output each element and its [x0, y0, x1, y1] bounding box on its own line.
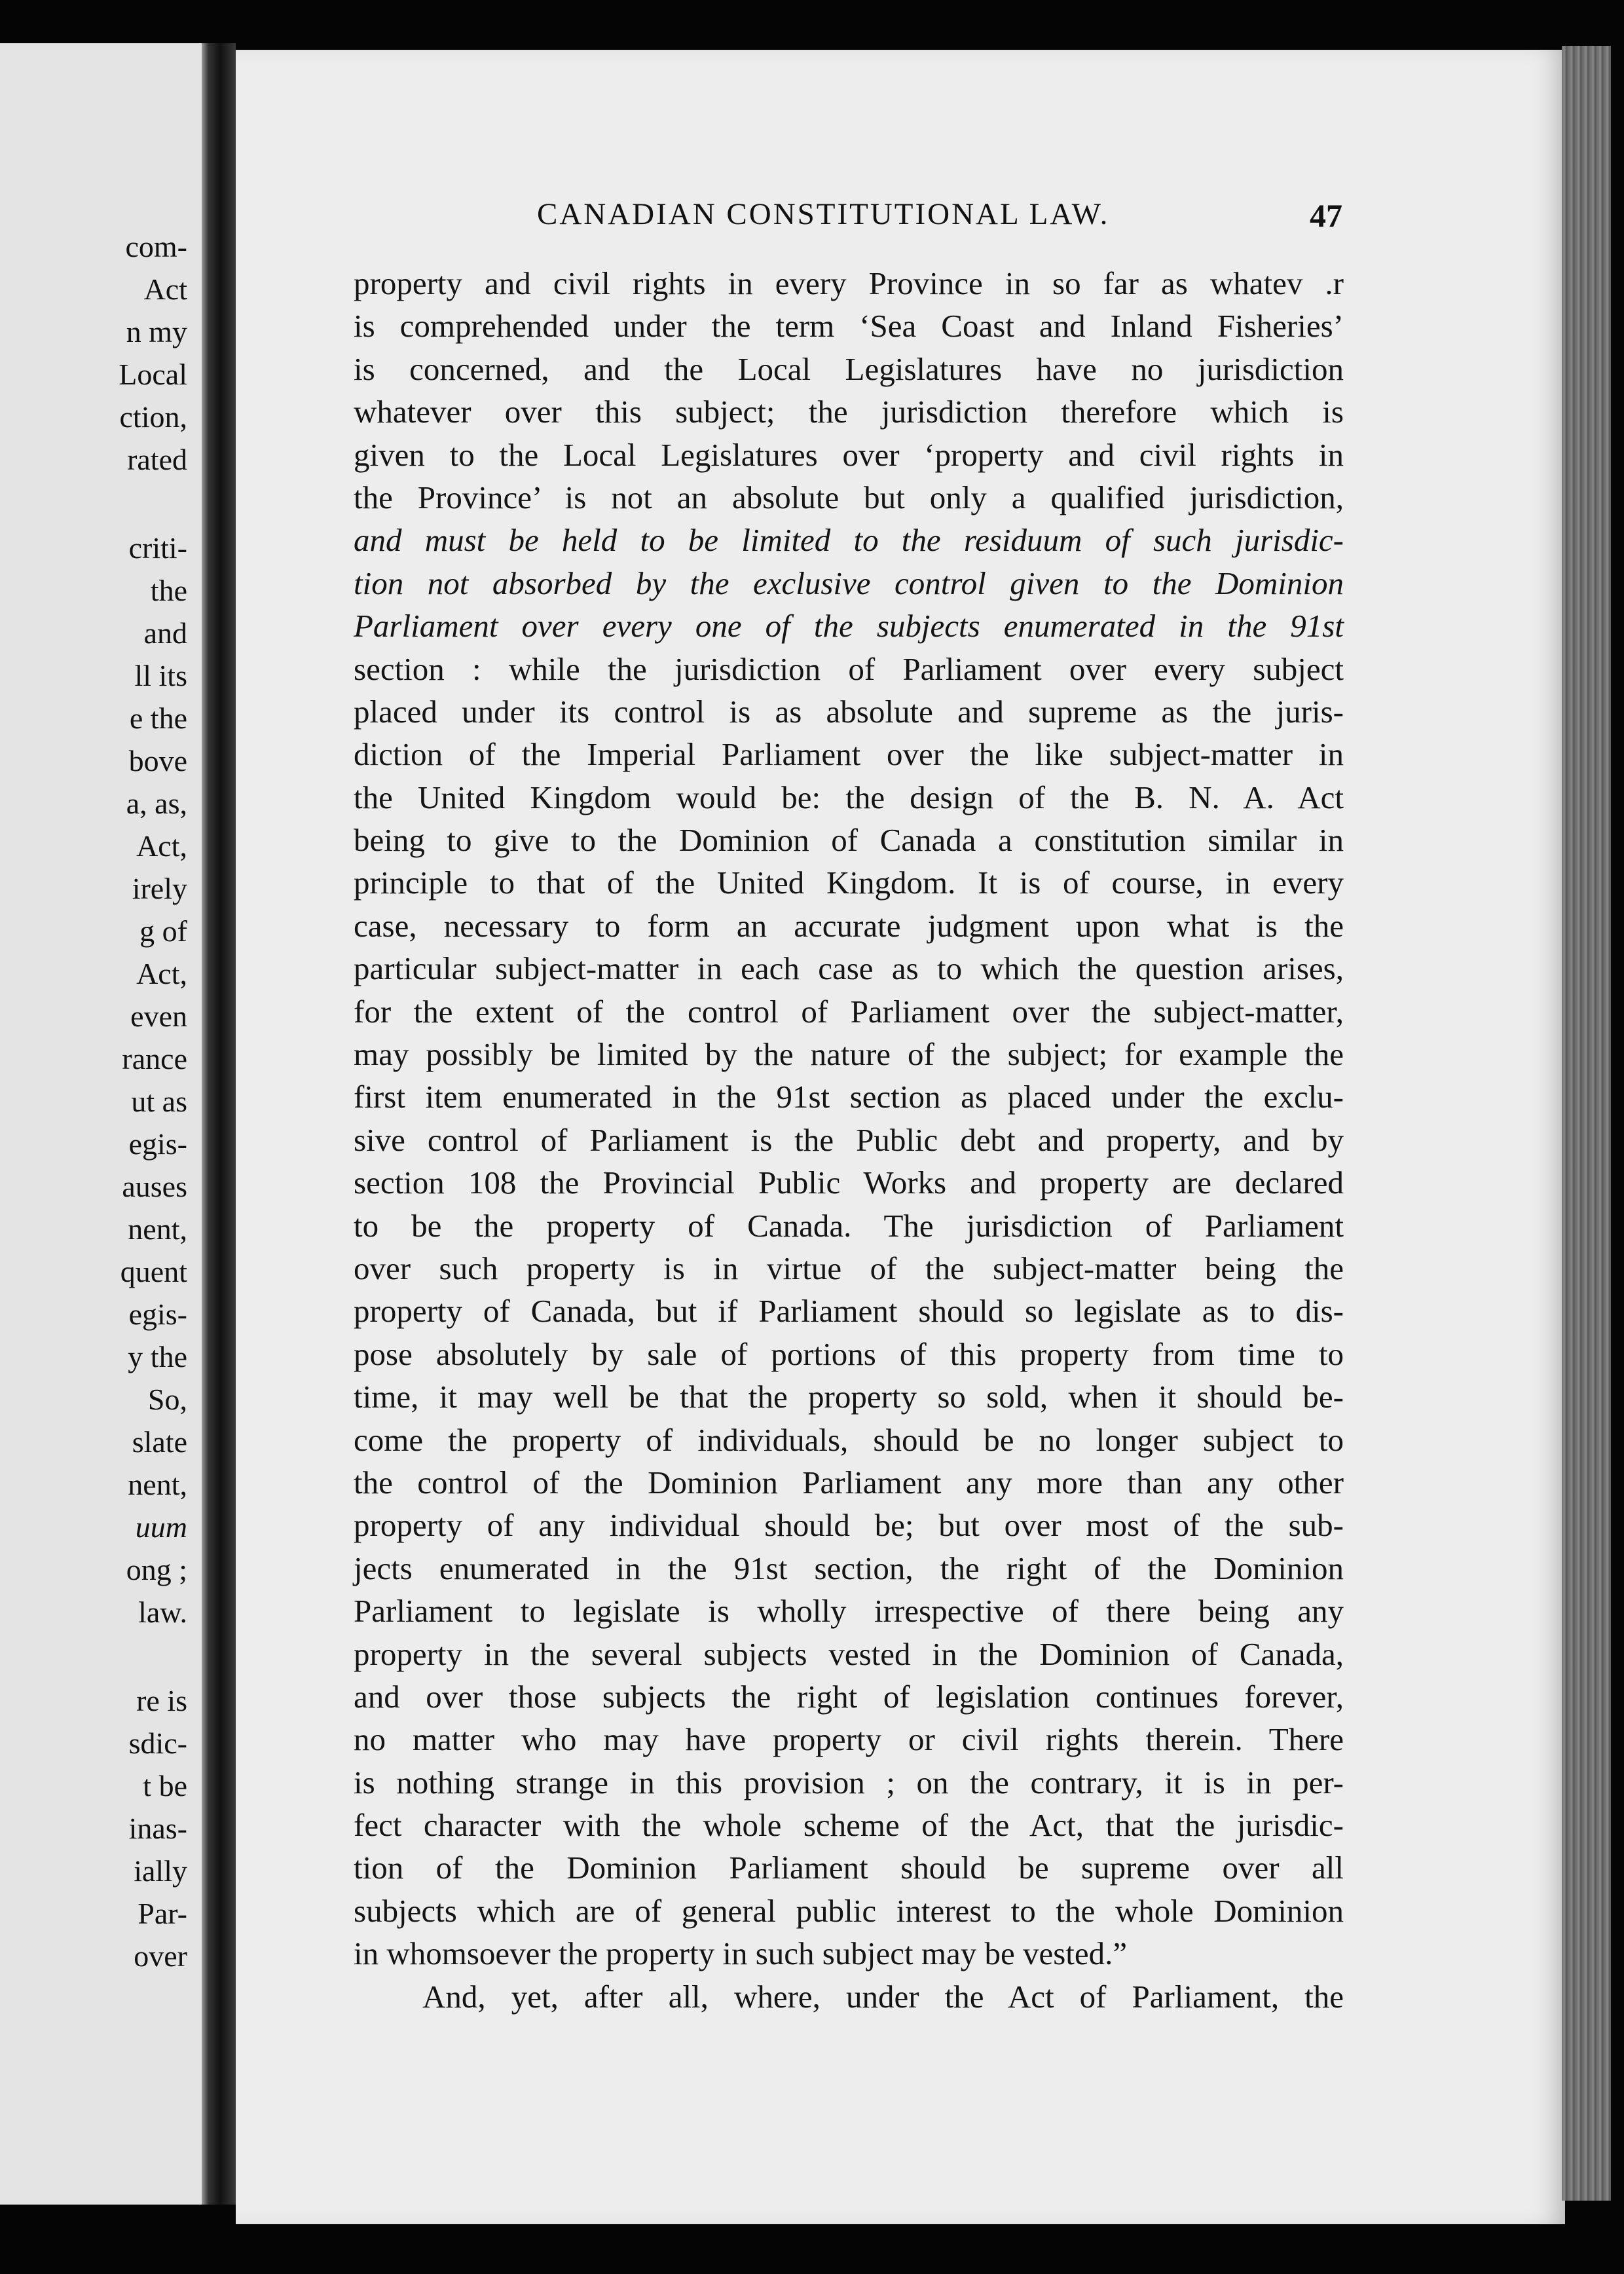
text-line: placed under its control is as absolute and supreme as the juris-: [354, 693, 1344, 730]
text-line: the United Kingdom would be: the design of the B. N. A. Act: [354, 779, 1344, 815]
left-page-fragment: even: [130, 999, 187, 1033]
text-line: come the property of individuals, should be no longer subject to: [354, 1421, 1344, 1458]
text-line: property and civil rights in every Province in so far as whatev .r: [354, 265, 1344, 301]
text-line: may possibly be limited by the nature of the subject; for example the: [354, 1036, 1344, 1073]
text-line: is nothing strange in this provision ; on the contrary, it is in per-: [354, 1764, 1344, 1800]
left-page-fragment: egis-: [128, 1127, 187, 1161]
left-page-fragment: irely: [132, 872, 187, 905]
left-page-fragment: inas-: [128, 1812, 187, 1845]
left-page-fragment: rated: [127, 443, 187, 476]
left-page-fragment: uum: [135, 1510, 187, 1544]
left-page-fragment: com-: [125, 230, 187, 263]
left-page-fragment: a, as,: [126, 787, 187, 820]
text-line: and must be held to be limited to the residuum of such jurisdic-: [354, 522, 1344, 559]
text-line: property of any individual should be; but over most of the sub-: [354, 1507, 1344, 1544]
text-line: diction of the Imperial Parliament over the like subject-matter in: [354, 736, 1344, 773]
left-page-fragment: t be: [143, 1769, 187, 1802]
text-line: given to the Local Legislatures over ‘property and civil rights in: [354, 436, 1344, 473]
text-line: the Province’ is not an absolute but only a qualified jurisdiction,: [354, 479, 1344, 515]
left-page-fragment: g of: [139, 914, 187, 948]
text-line: property in the several subjects vested in the Dominion of Canada,: [354, 1635, 1344, 1672]
text-line: fect character with the whole scheme of the Act, that the jurisdic-: [354, 1807, 1344, 1844]
left-page-fragment: egis-: [128, 1297, 187, 1331]
left-page-fragment: Act,: [136, 829, 187, 863]
text-line: section : while the jurisdiction of Parliament over every subject: [354, 650, 1344, 687]
text-line: pose absolutely by sale of portions of this property from time to: [354, 1335, 1344, 1372]
left-page-fragment: Act,: [136, 957, 187, 990]
text-line: case, necessary to form an accurate judgment upon what is the: [354, 907, 1344, 944]
left-page-fragment: ially: [134, 1854, 187, 1888]
left-page-fragment: bove: [128, 744, 187, 777]
page-edge: [1562, 46, 1611, 2201]
left-page-fragment: n my: [126, 315, 187, 348]
text-line: Parliament to legislate is wholly irrespective of there being any: [354, 1593, 1344, 1630]
left-page-fragment: Par-: [138, 1897, 187, 1930]
left-page-fragment: slate: [132, 1425, 187, 1459]
text-line: particular subject-matter in each case as to which the question arises,: [354, 950, 1344, 987]
text-line: being to give to the Dominion of Canada a constitution similar in: [354, 822, 1344, 859]
left-page-fragment: quent: [120, 1255, 187, 1288]
text-line: over such property is in virtue of the subject-matter being the: [354, 1250, 1344, 1286]
text-line: no matter who may have property or civil rights therein. There: [354, 1721, 1344, 1758]
text-line: jects enumerated in the 91st section, the right of the Dominion: [354, 1550, 1344, 1586]
text-line: Parliament over every one of the subjects enumerated in the 91st: [354, 608, 1344, 644]
left-page-fragment: ll its: [134, 659, 187, 692]
text-line: to be the property of Canada. The jurisdiction of Parliament: [354, 1207, 1344, 1244]
left-page-fragment: Local: [119, 358, 187, 391]
text-line: whatever over this subject; the jurisdiction therefore which is: [354, 394, 1344, 430]
left-page-fragment: re is: [136, 1684, 187, 1717]
page-number: 47: [1310, 197, 1342, 234]
text-line: property of Canada, but if Parliament should so legislate as to dis-: [354, 1293, 1344, 1330]
text-line: is comprehended under the term ‘Sea Coast and Inland Fisheries’: [354, 308, 1344, 345]
book-gutter: [202, 43, 236, 2205]
left-page-fragment: Act: [143, 272, 187, 306]
left-page-fragment: ut as: [131, 1085, 187, 1118]
body-text: [354, 262, 1344, 2018]
text-line: subjects which are of general public interest to the whole Dominion: [354, 1892, 1344, 1929]
text-line: And, yet, after all, where, under the Act of Parliament, the: [422, 1978, 1344, 2015]
left-page-fragment: nent,: [128, 1212, 187, 1246]
left-page-fragment: over: [134, 1939, 187, 1973]
text-line: first item enumerated in the 91st section as placed under the exclu-: [354, 1079, 1344, 1115]
left-page-fragment: So,: [147, 1383, 187, 1416]
text-line: principle to that of the United Kingdom. It is of course, in every: [354, 865, 1344, 901]
left-page-fragment: ction,: [119, 400, 187, 434]
left-page-fragment: and: [143, 616, 187, 650]
left-page-fragment: nent,: [128, 1468, 187, 1501]
text-line: section 108 the Provincial Public Works and property are declared: [354, 1165, 1344, 1201]
text-line: and over those subjects the right of legislation continues forever,: [354, 1678, 1344, 1715]
left-page-fragment: e the: [129, 701, 187, 735]
text-line: is concerned, and the Local Legislatures have no jurisdiction: [354, 350, 1344, 387]
left-page-fragment: law.: [138, 1595, 187, 1629]
left-page-fragment: auses: [122, 1170, 187, 1203]
left-page: [0, 43, 202, 2205]
left-page-fragment: criti-: [128, 531, 187, 565]
running-head: CANADIAN CONSTITUTIONAL LAW.: [537, 197, 1110, 231]
left-page-fragment: sdic-: [128, 1726, 187, 1760]
text-line: sive control of Parliament is the Public debt and property, and by: [354, 1121, 1344, 1158]
left-page-fragment: ong ;: [126, 1553, 187, 1586]
text-line: for the extent of the control of Parliament over the subject-matter,: [354, 993, 1344, 1030]
left-page-fragment: y the: [128, 1340, 187, 1373]
text-line: the control of the Dominion Parliament any more than any other: [354, 1464, 1344, 1500]
text-line: tion of the Dominion Parliament should be supreme over all: [354, 1850, 1344, 1886]
text-line: tion not absorbed by the exclusive control given to the Dominion: [354, 565, 1344, 601]
text-line: in whomsoever the property in such subject may be vested.”: [354, 1935, 1128, 1972]
left-page-fragment: the: [150, 574, 187, 607]
left-page-fragment: rance: [122, 1042, 187, 1075]
text-line: time, it may well be that the property so sold, when it should be-: [354, 1379, 1344, 1415]
